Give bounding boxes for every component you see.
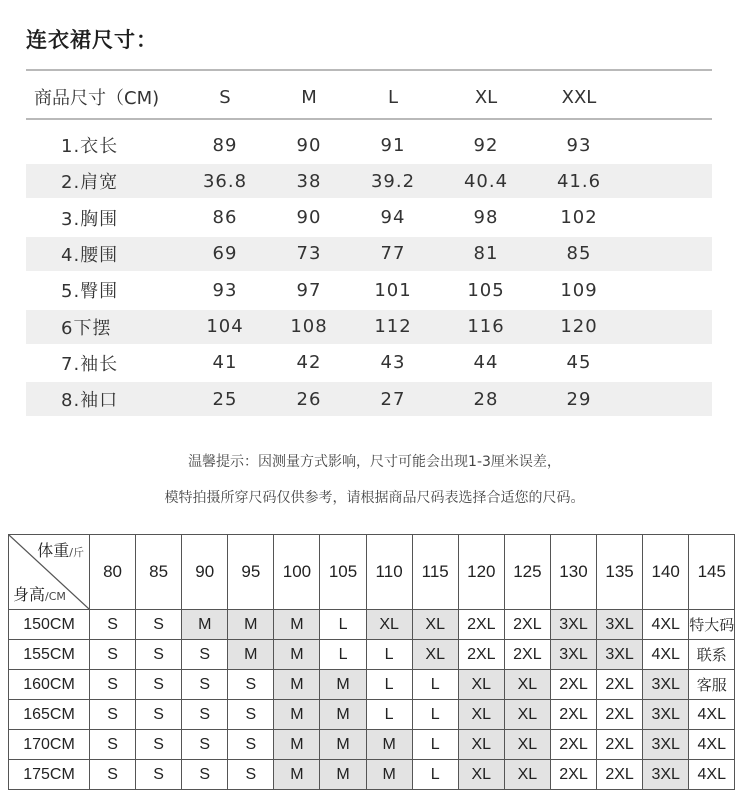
weight-header-cell: 85 <box>136 535 182 610</box>
header-size: S <box>219 86 231 108</box>
size-cell: 4XL <box>689 730 735 760</box>
size-table-row <box>26 310 712 344</box>
size-cell: S <box>136 610 182 640</box>
measurement-name: 2.肩宽 <box>61 172 119 194</box>
weight-header-cell: 110 <box>366 535 412 610</box>
measurement-value: 85 <box>566 243 592 265</box>
size-cell: XL <box>504 700 550 730</box>
size-cell: S <box>136 730 182 760</box>
size-cell: S <box>228 760 274 790</box>
measurement-name: 3.胸围 <box>61 208 119 230</box>
size-cell: 2XL <box>597 670 643 700</box>
size-cell: 2XL <box>550 670 596 700</box>
weight-header-cell: 130 <box>550 535 596 610</box>
header-label: 商品尺寸（CM) <box>34 88 160 109</box>
size-table-row <box>26 237 712 271</box>
size-cell: 2XL <box>597 760 643 790</box>
measurement-value: 28 <box>473 388 499 410</box>
weight-header-cell: 135 <box>597 535 643 610</box>
measurement-value: 97 <box>296 279 322 301</box>
size-cell: 3XL <box>643 700 689 730</box>
size-cell: 2XL <box>550 730 596 760</box>
size-cell: M <box>274 640 320 670</box>
size-cell: 3XL <box>643 730 689 760</box>
height-cell: 155CM <box>9 640 90 670</box>
weight-axis-label: 体重/斤 <box>37 541 84 560</box>
height-cell: 170CM <box>9 730 90 760</box>
measurement-value: 26 <box>296 388 322 410</box>
size-cell: S <box>228 670 274 700</box>
header-size: L <box>387 86 399 108</box>
height-cell: 175CM <box>9 760 90 790</box>
weight-header-cell: 95 <box>228 535 274 610</box>
size-cell: XL <box>504 760 550 790</box>
weight-header-cell: 115 <box>412 535 458 610</box>
size-table-row <box>26 164 712 198</box>
size-cell: XL <box>504 670 550 700</box>
measurement-value: 116 <box>467 316 505 337</box>
size-cell: 3XL <box>597 610 643 640</box>
size-cell: XL <box>458 730 504 760</box>
tip-line-1: 温馨提示：因测量方式影响，尺寸可能会出现1-3厘米误差， <box>188 454 561 470</box>
header-divider <box>26 118 712 120</box>
size-cell: S <box>182 700 228 730</box>
weight-header-cell: 90 <box>182 535 228 610</box>
size-cell: S <box>136 760 182 790</box>
size-cell: XL <box>366 610 412 640</box>
measurement-value: 44 <box>473 352 499 374</box>
size-cell: S <box>136 640 182 670</box>
measurement-value: 39.2 <box>370 170 416 192</box>
size-cell: 4XL <box>689 700 735 730</box>
size-cell: 3XL <box>643 670 689 700</box>
size-cell: 3XL <box>550 610 596 640</box>
size-cell: L <box>412 760 458 790</box>
size-cell: S <box>90 700 136 730</box>
measurement-value: 89 <box>212 134 238 156</box>
size-cell: 2XL <box>504 640 550 670</box>
weight-header-cell: 145 <box>689 535 735 610</box>
measurement-name: 8.袖口 <box>61 390 119 412</box>
measurement-name: 5.臀围 <box>61 281 119 303</box>
measurement-name: 6下摆 <box>61 317 112 339</box>
weight-header-cell: 105 <box>320 535 366 610</box>
height-cell: 150CM <box>9 610 90 640</box>
size-table-row <box>26 346 712 380</box>
weight-header-cell: 80 <box>90 535 136 610</box>
measurement-value: 40.4 <box>463 170 509 192</box>
size-cell: M <box>274 760 320 790</box>
size-table-row <box>26 273 712 307</box>
size-cell: M <box>320 730 366 760</box>
size-cell: S <box>182 670 228 700</box>
measurement-value: 90 <box>296 134 322 156</box>
size-cell: S <box>182 640 228 670</box>
size-cell: XL <box>412 640 458 670</box>
size-cell: L <box>412 700 458 730</box>
measurement-value: 90 <box>296 207 322 229</box>
size-cell: M <box>228 610 274 640</box>
measurement-value: 77 <box>380 243 406 265</box>
height-row <box>9 730 735 760</box>
size-cell: 4XL <box>689 760 735 790</box>
size-cell: S <box>182 760 228 790</box>
measurement-value: 27 <box>380 388 406 410</box>
measurement-value: 73 <box>296 243 322 265</box>
size-cell: S <box>136 670 182 700</box>
size-cell: M <box>274 730 320 760</box>
contact-note-cell: 联系 <box>689 640 735 670</box>
measurement-value: 109 <box>560 279 598 301</box>
size-cell: S <box>90 670 136 700</box>
measurement-value: 41 <box>212 352 238 374</box>
top-divider <box>26 69 712 71</box>
measurement-value: 69 <box>212 243 238 265</box>
measurement-value: 38 <box>296 170 322 192</box>
measurement-value: 98 <box>473 207 499 229</box>
size-recommendation-chart <box>8 534 735 790</box>
measurement-value: 25 <box>212 388 238 410</box>
measurement-name: 7.袖长 <box>61 353 119 375</box>
weight-header-cell: 120 <box>458 535 504 610</box>
size-cell: 2XL <box>597 700 643 730</box>
header-size: XL <box>474 86 498 108</box>
size-table-row <box>26 128 712 162</box>
height-row <box>9 670 735 700</box>
size-cell: XL <box>458 700 504 730</box>
size-cell: M <box>274 700 320 730</box>
tip-line-2: 模特拍摄所穿尺码仅供参考，请根据商品尺码表选择合适您的尺码。 <box>164 490 585 506</box>
size-cell: M <box>274 670 320 700</box>
size-cell: L <box>366 640 412 670</box>
contact-note-cell: 特大码 <box>689 610 735 640</box>
size-cell: M <box>228 640 274 670</box>
size-cell: XL <box>458 670 504 700</box>
measurement-value: 93 <box>566 134 592 156</box>
size-cell: 2XL <box>504 610 550 640</box>
measurement-value: 81 <box>473 243 499 265</box>
size-cell: L <box>366 670 412 700</box>
measurement-value: 45 <box>566 352 592 374</box>
measurement-value: 108 <box>290 316 328 337</box>
chart-corner-cell <box>9 535 90 610</box>
size-cell: XL <box>504 730 550 760</box>
size-cell: S <box>182 730 228 760</box>
size-cell: S <box>228 700 274 730</box>
weight-header-cell: 140 <box>643 535 689 610</box>
size-cell: XL <box>412 610 458 640</box>
header-size: M <box>301 86 317 108</box>
contact-note-cell: 客服 <box>689 670 735 700</box>
measurement-value: 36.8 <box>202 170 248 192</box>
page-title: 连衣裙尺寸： <box>26 28 158 52</box>
measurement-value: 92 <box>473 134 499 156</box>
measurement-name: 1.衣长 <box>61 136 119 157</box>
height-cell: 165CM <box>9 700 90 730</box>
header-size: XXL <box>561 86 597 108</box>
measurement-value: 41.6 <box>556 170 602 192</box>
size-cell: 3XL <box>597 640 643 670</box>
size-cell: 2XL <box>550 760 596 790</box>
height-row <box>9 640 735 670</box>
size-cell: M <box>320 670 366 700</box>
size-cell: L <box>320 610 366 640</box>
measurement-value: 93 <box>212 279 238 301</box>
measurement-value: 112 <box>374 316 412 337</box>
size-cell: 3XL <box>550 640 596 670</box>
measurement-value: 29 <box>566 388 592 410</box>
measurement-value: 120 <box>560 316 598 337</box>
height-row <box>9 700 735 730</box>
measurement-value: 43 <box>380 352 406 374</box>
size-cell: M <box>182 610 228 640</box>
measurement-value: 91 <box>380 134 406 156</box>
size-cell: S <box>90 640 136 670</box>
size-cell: M <box>366 760 412 790</box>
size-cell: 2XL <box>550 700 596 730</box>
size-cell: M <box>320 760 366 790</box>
size-cell: S <box>90 730 136 760</box>
height-cell: 160CM <box>9 670 90 700</box>
size-cell: S <box>90 610 136 640</box>
size-cell: L <box>366 700 412 730</box>
size-cell: 4XL <box>643 610 689 640</box>
measurement-value: 101 <box>374 279 412 301</box>
size-cell: 3XL <box>643 760 689 790</box>
measurement-value: 86 <box>212 207 238 229</box>
size-cell: M <box>366 730 412 760</box>
size-table-row <box>26 201 712 235</box>
size-cell: 2XL <box>597 730 643 760</box>
size-cell: S <box>90 760 136 790</box>
size-table-header <box>26 78 712 116</box>
size-cell: S <box>228 730 274 760</box>
size-cell: 2XL <box>458 610 504 640</box>
size-cell: XL <box>458 760 504 790</box>
measurement-value: 94 <box>380 207 406 229</box>
height-row <box>9 610 735 640</box>
size-cell: L <box>412 730 458 760</box>
size-cell: L <box>412 670 458 700</box>
height-axis-label: 身高/CM <box>13 585 66 604</box>
measurement-value: 42 <box>296 352 322 374</box>
measurement-value: 105 <box>467 279 505 301</box>
size-cell: 2XL <box>458 640 504 670</box>
size-cell: 4XL <box>643 640 689 670</box>
size-table-row <box>26 382 712 416</box>
measurement-name: 4.腰围 <box>61 244 119 266</box>
measurement-value: 102 <box>560 207 598 229</box>
size-cell: M <box>274 610 320 640</box>
size-cell: M <box>320 700 366 730</box>
size-cell: S <box>136 700 182 730</box>
weight-header-cell: 100 <box>274 535 320 610</box>
measurement-value: 104 <box>206 316 244 337</box>
height-row <box>9 760 735 790</box>
weight-header-cell: 125 <box>504 535 550 610</box>
size-cell: L <box>320 640 366 670</box>
